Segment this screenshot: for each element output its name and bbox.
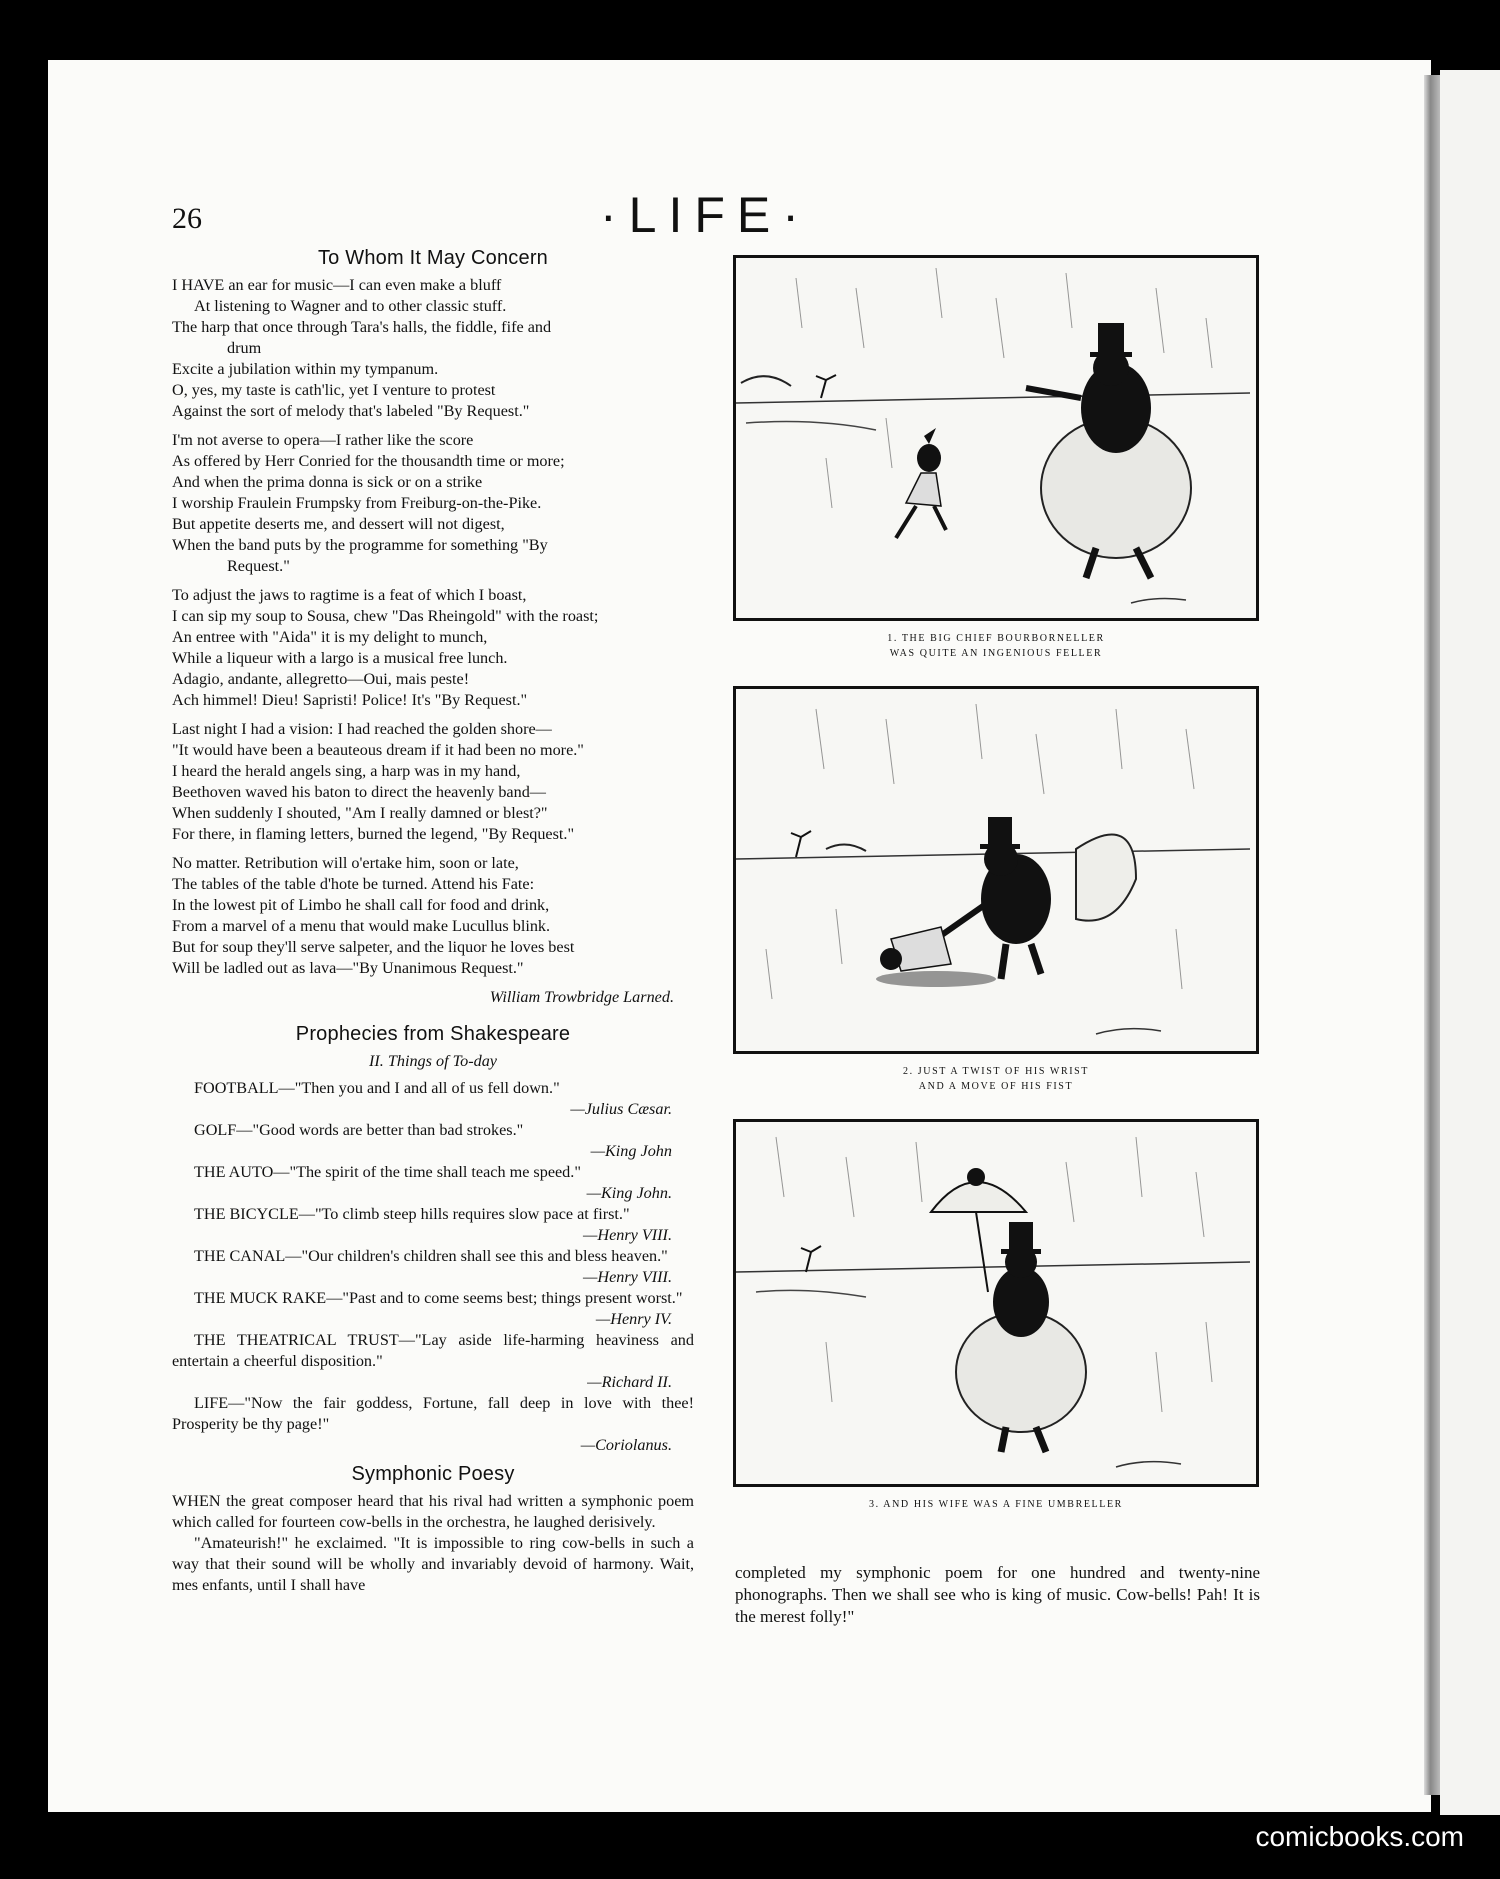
prophecy-quote: THE MUCK RAKE—"Past and to come seems best; things present worst.": [194, 1289, 683, 1307]
poem-line: I can sip my soup to Sousa, chew "Das Rheingold" with the roast;: [172, 607, 599, 625]
poem-line: For there, in flaming letters, burned the legend, "By Request.": [172, 825, 575, 843]
poem-stanza: [172, 719, 694, 845]
prophecy-quote: THE THEATRICAL TRUST—"Lay aside life-harming heaviness and entertain a cheerful disposition.": [172, 1331, 694, 1370]
poem-line: I heard the herald angels sing, a harp was in my hand,: [172, 762, 521, 780]
facing-page-edge: [1440, 70, 1500, 1815]
poem-line: I HAVE an ear for music—I can even make a bluff: [172, 276, 502, 294]
page-number: 26: [172, 202, 202, 235]
cartoon-drawing-1: [736, 258, 1250, 618]
prophecy-source: —King John.: [586, 1184, 672, 1202]
poem-line: Beethoven waved his baton to direct the heavenly band—: [172, 783, 546, 801]
poem-line: When suddenly I shouted, "Am I really damned or blest?": [172, 804, 548, 822]
prophecy-source: —Richard II.: [587, 1373, 672, 1391]
poem-line: O, yes, my taste is cath'lic, yet I venture to protest: [172, 381, 496, 399]
prophecy-source: —King John: [590, 1142, 672, 1160]
caption-3-line-1: 3. AND HIS WIFE WAS A FINE UMBRELLER: [869, 1499, 1123, 1510]
poem-line: Request.": [227, 557, 290, 575]
caption-2-line-2: AND A MOVE OF HIS FIST: [918, 1081, 1074, 1092]
prophecy-quote: LIFE—"Now the fair goddess, Fortune, fall deep in love with thee! Prosperity be thy page!": [172, 1394, 694, 1433]
poem-line: But appetite deserts me, and dessert will not digest,: [172, 515, 505, 533]
symphonic-title: Symphonic Poesy: [351, 1463, 515, 1485]
poem-line: Ach himmel! Dieu! Sapristi! Police! It's "By Request.": [172, 691, 528, 709]
poem-line: An entree with "Aida" it is my delight to munch,: [172, 628, 488, 646]
prophecies-title: Prophecies from Shakespeare: [295, 1023, 571, 1045]
prophecy-source: —Henry VIII.: [583, 1268, 672, 1286]
left-column: [172, 248, 694, 1596]
poem-line: At listening to Wagner and to other classic stuff.: [194, 297, 507, 315]
poem-line: No matter. Retribution will o'ertake him, soon or late,: [172, 854, 519, 872]
caption-2-line-1: 2. JUST A TWIST OF HIS WRIST: [902, 1066, 1090, 1077]
poem-line: I'm not averse to opera—I rather like the score: [172, 431, 474, 449]
poem-line: Excite a jubilation within my tympanum.: [172, 360, 439, 378]
poem-body: [172, 275, 694, 979]
poem-title: To Whom It May Concern: [317, 247, 549, 269]
poem-line: drum: [227, 339, 262, 357]
prophecy-quote: THE BICYCLE—"To climb steep hills requires slow pace at first.": [194, 1205, 630, 1223]
poem-line: In the lowest pit of Limbo he shall call for food and drink,: [172, 896, 550, 914]
poem-line: The tables of the table d'hote be turned. Attend his Fate:: [172, 875, 535, 893]
poem-line: While a liqueur with a largo is a musical free lunch.: [172, 649, 508, 667]
poem-line: Against the sort of melody that's labeled "By Request.": [172, 402, 530, 420]
cartoon-panel-2: [733, 686, 1259, 1054]
prophecy-quote: GOLF—"Good words are better than bad strokes.": [194, 1121, 524, 1139]
poem-line: "It would have been a beauteous dream if it had been no more.": [172, 741, 584, 759]
symphonic-paragraph-3: completed my symphonic poem for one hundred and twenty-nine phonographs. Then we shall see who is king of music. Cow-bells! Pah! It is the merest folly!": [735, 1563, 1260, 1626]
poem-stanza: [172, 430, 694, 577]
caption-1-line-2: WAS QUITE AN INGENIOUS FELLER: [889, 648, 1103, 659]
masthead-title: ·LIFE·: [600, 187, 811, 243]
cartoon-panel-3: [733, 1119, 1259, 1487]
cartoon-drawing-2: [736, 689, 1250, 1051]
poem-line: And when the prima donna is sick or on a strike: [172, 473, 483, 491]
prophecy-quote: FOOTBALL—"Then you and I and all of us fell down.": [194, 1079, 560, 1097]
poem-line: The harp that once through Tara's halls, the fiddle, fife and: [172, 318, 552, 336]
poem-stanza: [172, 853, 694, 979]
prophecies-subtitle: II. Things of To-day: [368, 1052, 497, 1070]
site-watermark: comicbooks.com: [1247, 1817, 1472, 1857]
cartoon-column: [732, 200, 1260, 1512]
poem-line: Last night I had a vision: I had reached the golden shore—: [172, 720, 552, 738]
prophecy-source: —Henry IV.: [595, 1310, 672, 1328]
symphonic-paragraph-1: WHEN the great composer heard that his rival had written a symphonic poem which called for fourteen cow-bells in the orchestra, he laughed derisively.: [172, 1492, 694, 1531]
poem-line: Adagio, andante, allegretto—Oui, mais peste!: [172, 670, 470, 688]
poem-stanza: [172, 585, 694, 711]
cartoon-panel-1: [733, 255, 1259, 621]
symphonic-paragraph-2: "Amateurish!" he exclaimed. "It is impossible to ring cow-bells in such a way that their sound will be wholly and invariably devoid of harmony. Wait, mes enfants, until I shall have: [172, 1534, 694, 1594]
prophecy-source: —Julius Cæsar.: [570, 1100, 672, 1118]
prophecy-quote: THE AUTO—"The spirit of the time shall teach me speed.": [194, 1163, 581, 1181]
poem-line: From a marvel of a menu that would make Lucullus blink.: [172, 917, 551, 935]
cartoon-caption-2: [732, 1064, 1260, 1094]
poem-line: When the band puts by the programme for something "By: [172, 536, 548, 554]
poem-line: As offered by Herr Conried for the thousandth time or more;: [172, 452, 565, 470]
poem-line: I worship Fraulein Frumpsky from Freiburg-on-the-Pike.: [172, 494, 542, 512]
poem-author: William Trowbridge Larned.: [489, 988, 674, 1006]
page-binding-edge: [1424, 75, 1440, 1795]
prophecies-list: [172, 1078, 694, 1456]
poem-stanza: [172, 275, 694, 422]
cartoon-drawing-3: [736, 1122, 1250, 1484]
poem-line: Will be ladled out as lava—"By Unanimous Request.": [172, 959, 524, 977]
prophecy-source: —Henry VIII.: [583, 1226, 672, 1244]
prophecy-quote: THE CANAL—"Our children's children shall see this and bless heaven.": [194, 1247, 668, 1265]
poem-line: To adjust the jaws to ragtime is a feat of which I boast,: [172, 586, 527, 604]
prophecy-source: —Coriolanus.: [580, 1436, 672, 1454]
caption-1-line-1: 1. THE BIG CHIEF BOURBORNELLER: [887, 633, 1105, 644]
poem-line: But for soup they'll serve salpeter, and the liquor he loves best: [172, 938, 575, 956]
cartoon-caption-1: [732, 631, 1260, 661]
cartoon-caption-3: [732, 1497, 1260, 1512]
